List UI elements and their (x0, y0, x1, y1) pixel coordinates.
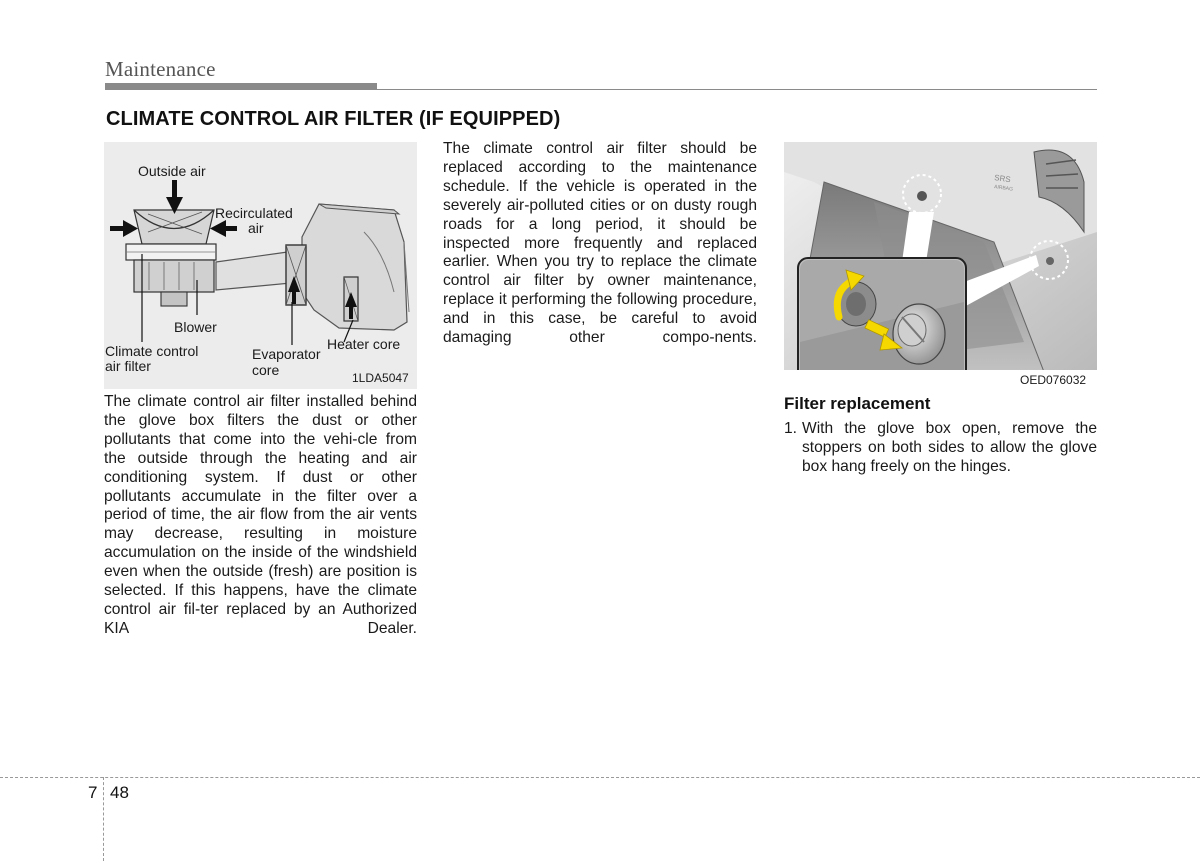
figure-code: OED076032 (1020, 373, 1087, 387)
section-rule (105, 89, 1097, 90)
label-filter-line2: air filter (105, 358, 151, 374)
glove-box-drawing (784, 142, 1097, 389)
step-number: 1. (784, 420, 798, 437)
airflow-diagram (104, 142, 417, 389)
label-evaporator-line1: Evaporator (252, 346, 321, 362)
blower-motor (161, 292, 187, 306)
page-number: 48 (110, 783, 129, 802)
filter-replacement-heading: Filter replacement (784, 394, 931, 413)
air-intake-box (134, 210, 214, 244)
airbag-label: AIRBAG (993, 184, 1014, 193)
recirculated-air-arrow (210, 220, 237, 237)
glove-box-illustration (784, 142, 1097, 389)
label-outside-air: Outside air (138, 163, 206, 179)
step-text: With the glove box open, remove the stoppers on both sides to allow the glove box hang freely on the hinges. (802, 420, 1097, 475)
chapter-number: 7 (88, 783, 98, 802)
page-heading: CLIMATE CONTROL AIR FILTER (IF EQUIPPED) (106, 108, 561, 130)
footer-divider (103, 777, 104, 861)
label-evaporator-line2: core (252, 362, 280, 378)
step-item (784, 420, 1097, 477)
figure-code: 1LDA5047 (352, 371, 409, 385)
srs-label: SRS (993, 173, 1012, 185)
blower-housing (134, 260, 214, 292)
label-heater-core: Heater core (327, 336, 401, 352)
left-intake-arrow (110, 220, 138, 237)
intro-paragraph: The climate control air filter installed behind the glove box filters the dust or other pollutants that come into the vehi-cle from the outside through the heating and air conditioning system. If dust or other pollutants accumulate in the filter over a period of time, the air flow from the air vents may decrease, resulting in moisture accumulation on the inside of the windshield even when the outside (fresh) are position is selected. If this happens, have the climate control air fil-ter replaced by an Authorized KIA Dealer. (104, 393, 417, 637)
footer-rule (0, 777, 1200, 778)
outside-air-arrow (166, 180, 183, 214)
label-recirculated: Recirculated (215, 205, 293, 221)
label-recirculated-air: air (248, 220, 264, 236)
maintenance-paragraph: The climate control air filter should be replaced according to the maintenance schedule. If the vehicle is operated in the severely air-polluted cities or on dusty rough roads for a long period, it should be inspected more frequently and replaced earlier. When you try to replace the climate control air filter by owner maintenance, replace it performing the following procedure, and in this case, be careful to avoid damaging other compo-nents. (443, 140, 757, 347)
label-blower: Blower (174, 319, 217, 335)
label-filter-line1: Climate control (105, 343, 199, 359)
section-title: Maintenance (105, 57, 216, 81)
